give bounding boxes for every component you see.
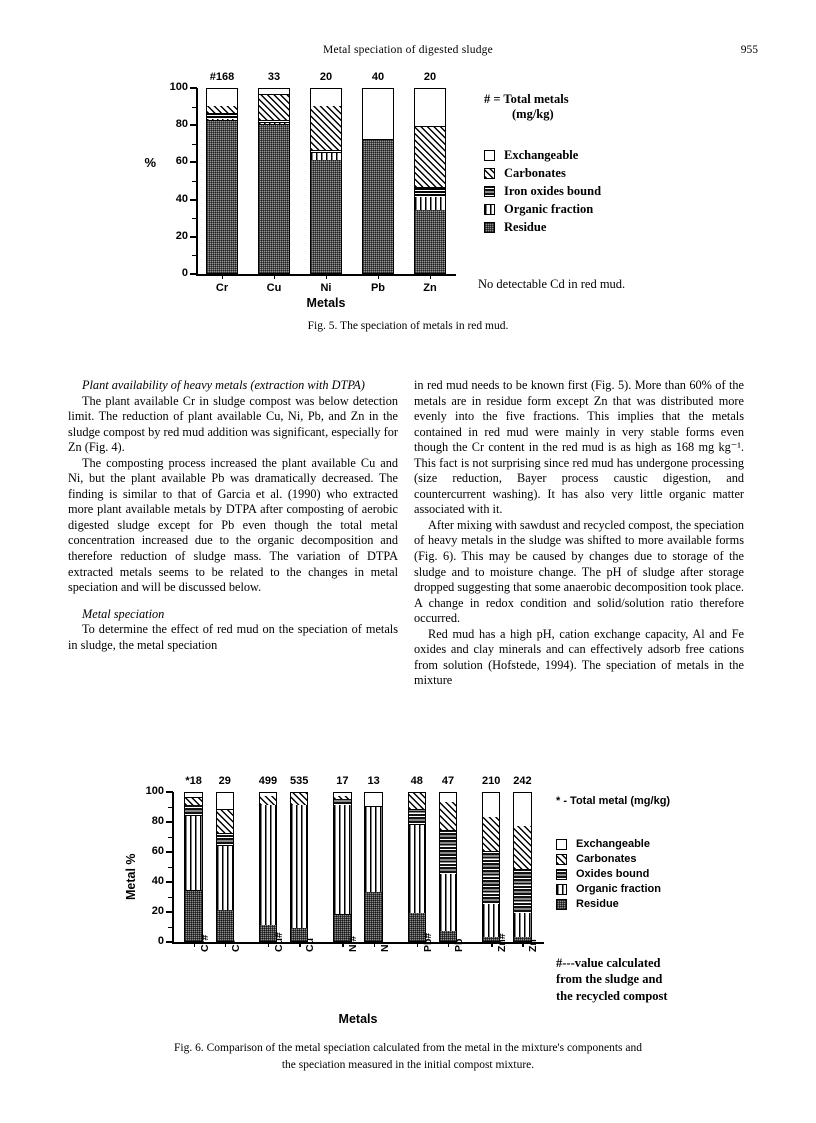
y-tick-label: 80	[151, 815, 164, 827]
y-tick	[166, 911, 173, 913]
fig5-y-axis-title: %	[144, 155, 156, 170]
x-tick-label: Ni#	[347, 935, 360, 952]
bar-segment-organic-fraction	[415, 197, 445, 210]
bar-segment-oxides-bound	[483, 851, 500, 904]
x-tick	[299, 942, 300, 947]
bar-segment-iron-oxides-bound	[415, 187, 445, 196]
legend-swatch-exchangeable-icon	[556, 839, 567, 850]
figure-6-chart	[145, 775, 544, 952]
legend-item-oxides	[484, 184, 601, 199]
bar-segment-organic-fraction	[483, 904, 500, 937]
fig6-x-axis-title: Metals	[338, 1012, 378, 1026]
x-tick-label: Zn#	[496, 933, 509, 952]
legend-item-exchangeable	[556, 838, 661, 850]
y-tick-label: 20	[175, 229, 188, 242]
bar-segment-carbonates	[311, 106, 341, 151]
legend-label: Residue	[504, 220, 547, 234]
bar-segment-iron-oxides-bound	[207, 113, 237, 119]
legend-label: Carbonates	[576, 853, 637, 865]
figure-5-chart	[169, 71, 456, 294]
body-paragraph: in red mud needs to be known first (Fig. 5). More than 60% of the metals are in residue form except Zn that was distributed more evenly into the five fractions. This implies that the metals contained in red mud were mainly in very stable forms even though the Cr content in the red mud is as high as 168 mg kg⁻¹. This fact is not surprising since red mud has undergone processing (size reduction, Bayer process caustic digestion, and countercurrent washing). It has also very little organic matter associated with it.	[414, 378, 744, 517]
x-tick-label: Cr#	[198, 934, 211, 952]
legend-label: Iron oxides bound	[504, 184, 602, 198]
bar-segment-residue	[311, 160, 341, 273]
x-tick	[374, 942, 375, 947]
legend-item-organic	[556, 883, 661, 895]
bar-total-label: 33	[267, 71, 281, 83]
y-tick	[166, 851, 173, 853]
bar-segment-organic-fraction	[311, 152, 341, 159]
body-paragraph: To determine the effect of red mud on the speciation of metals in sludge, the metal speciation	[68, 622, 398, 652]
legend-item-residue	[556, 898, 661, 910]
spacer	[68, 596, 398, 607]
y-tick-label: 40	[175, 192, 188, 205]
bar-total-label: 40	[371, 71, 385, 83]
bar-segment-carbonates	[483, 817, 500, 852]
x-tick	[326, 274, 327, 279]
legend-swatch-oxides-icon	[484, 186, 495, 197]
bar-segment-residue	[363, 139, 393, 273]
x-tick	[448, 942, 449, 947]
x-tick	[522, 942, 523, 947]
bar-total-label: 29	[218, 775, 231, 787]
bar-total-label: 13	[367, 775, 380, 787]
bar-segment-organic-fraction	[185, 815, 202, 890]
fig6-note-line2: from the sludge and	[556, 972, 663, 987]
x-tick	[274, 274, 275, 279]
x-tick-label: Cu#	[273, 932, 285, 952]
stacked-bar	[439, 792, 458, 942]
x-tick-label: Cu	[304, 938, 317, 952]
fig5-legend	[484, 148, 601, 238]
stacked-bar	[259, 792, 278, 942]
stacked-bar	[290, 792, 309, 942]
x-tick	[225, 942, 226, 947]
stacked-bar	[364, 792, 383, 942]
legend-swatch-carbonates-icon	[484, 168, 495, 179]
stacked-bar	[216, 792, 235, 942]
y-tick	[166, 791, 173, 793]
bar-total-label: 47	[441, 775, 455, 787]
y-tick	[190, 273, 197, 275]
section-heading: Metal speciation	[82, 606, 165, 621]
y-tick-label: 40	[151, 875, 164, 887]
bar-segment-exchangeable	[440, 792, 457, 802]
bar-segment-carbonates	[415, 126, 445, 187]
bar-segment-organic-fraction	[365, 806, 382, 892]
y-tick-label: 0	[157, 935, 164, 947]
legend-label: Residue	[576, 898, 619, 910]
bar-segment-oxides-bound	[185, 805, 202, 816]
body-paragraph: The plant available Cr in sludge compost was below detection limit. The reduction of plant available Cu, Ni, Pb, and Zn in the sludge compost by red mud addition was significant, especially for Zn (Fig. 4).	[68, 393, 398, 455]
bar-segment-oxides-bound	[409, 809, 426, 824]
bar-segment-carbonates	[409, 792, 426, 809]
bar-segment-oxides-bound	[440, 830, 457, 874]
bar-segment-carbonates	[260, 796, 277, 805]
bar-segment-exchangeable	[334, 792, 351, 796]
stacked-bar	[513, 792, 532, 942]
fig6-note-line3: the recycled compost	[556, 988, 668, 1003]
stacked-bar	[258, 88, 290, 274]
fig6-caption	[78, 1040, 738, 1073]
x-tick-label: Ni	[378, 941, 391, 952]
y-tick	[190, 161, 197, 163]
x-tick-label: Cu	[266, 282, 282, 294]
fig5-legend-title-line2: (mg/kg)	[512, 107, 554, 121]
bar-total-label: 210	[482, 775, 501, 787]
bar-segment-organic-fraction	[260, 805, 277, 925]
stacked-bar	[333, 792, 352, 942]
x-tick-label: Zn	[423, 282, 437, 294]
bar-segment-organic-fraction	[409, 824, 426, 913]
bar-segment-exchangeable	[311, 88, 341, 106]
stacked-bar	[408, 792, 427, 942]
legend-swatch-exchangeable-icon	[484, 150, 495, 161]
bar-segment-oxides-bound	[217, 833, 234, 845]
legend-item-organic	[484, 202, 601, 217]
bar-total-label: 535	[290, 775, 309, 787]
bar-segment-residue	[259, 124, 289, 273]
bar-segment-organic-fraction	[440, 874, 457, 931]
fig5-note: No detectable Cd in red mud.	[478, 277, 626, 291]
y-tick-minor	[168, 837, 173, 838]
bar-segment-residue	[207, 120, 237, 273]
x-tick-label: Ni	[320, 282, 332, 294]
y-tick	[166, 941, 173, 943]
legend-label: Exchangeable	[504, 148, 579, 162]
legend-label: Carbonates	[504, 166, 566, 180]
legend-item-carbonates	[484, 166, 601, 181]
bar-total-label: #168	[209, 71, 235, 83]
body-paragraph: Red mud has a high pH, cation exchange capacity, Al and Fe oxides and clay minerals and can effectively adsorb free cations from solution (Hofstede, 1994). The speciation of metals in the mixture	[414, 626, 744, 688]
running-head: Metal speciation of digested sludge	[323, 44, 493, 56]
stacked-bar	[362, 88, 394, 274]
y-tick-label: 100	[145, 785, 164, 797]
legend-swatch-organic-icon	[484, 204, 495, 215]
bar-segment-exchangeable	[363, 88, 393, 139]
legend-item-carbonates	[556, 853, 661, 865]
legend-item-residue	[484, 220, 601, 235]
y-tick-minor	[168, 807, 173, 808]
bar-total-label: 20	[319, 71, 333, 83]
y-tick	[190, 87, 197, 89]
y-tick-minor	[192, 218, 197, 219]
fig5-x-axis-title: Metals	[306, 296, 346, 310]
legend-label: Organic fraction	[576, 883, 661, 895]
y-tick-label: 100	[169, 81, 188, 93]
y-tick-minor	[192, 107, 197, 108]
y-tick-label: 0	[181, 267, 188, 279]
y-tick	[190, 236, 197, 238]
x-tick	[491, 942, 492, 947]
fig6-legend-title-text: * - Total metal (mg/kg)	[556, 795, 671, 807]
fig5-caption: Fig. 5. The speciation of metals in red mud.	[307, 320, 509, 332]
y-tick-label: 60	[151, 845, 164, 857]
bar-segment-exchangeable	[185, 792, 202, 797]
x-tick	[342, 942, 343, 947]
y-tick-minor	[168, 927, 173, 928]
body-paragraph: The composting process increased the plant available Cu and Ni, but the plant available Pb was dramatically decreased. The finding is similar to that of Garcia et al. (1990) who extracted more plant available metals by DTPA after composting of aerobic digested sludge except for Pb even though the total metal concentration increased due to the organic decomposition and therefore reduction of sludge mass. The variation of DTPA extracted metals seems to be related to the changes in metal speciation and will be discussed below.	[68, 455, 398, 595]
bar-segment-exchangeable	[514, 792, 531, 826]
bar-segment-carbonates	[185, 797, 202, 805]
fig6-caption-line1: Fig. 6. Comparison of the metal speciation calculated from the metal in the mixture's components and	[173, 1042, 643, 1054]
stacked-bar	[206, 88, 238, 274]
stacked-bar	[414, 88, 446, 274]
stacked-bar	[184, 792, 203, 942]
bar-segment-residue	[217, 910, 234, 942]
y-tick-label: 60	[175, 155, 188, 168]
bar-total-label: 242	[513, 775, 532, 787]
y-tick	[190, 124, 197, 126]
body-right-column	[414, 378, 744, 689]
y-tick-minor	[168, 897, 173, 898]
bar-total-label: 17	[336, 775, 349, 787]
legend-swatch-residue-icon	[484, 222, 495, 233]
bar-segment-residue	[365, 892, 382, 942]
bar-total-label: 48	[410, 775, 423, 787]
x-tick	[222, 274, 223, 279]
legend-label: Exchangeable	[576, 838, 650, 850]
legend-swatch-oxides-icon	[556, 869, 567, 880]
legend-swatch-residue-icon	[556, 899, 567, 910]
bar-segment-organic-fraction	[217, 845, 234, 910]
bar-segment-exchangeable	[365, 792, 382, 806]
fig6-note	[556, 955, 668, 1004]
section-heading: Plant availability of heavy metals (extraction with DTPA)	[82, 378, 365, 392]
x-tick	[430, 274, 431, 279]
legend-label: Organic fraction	[504, 202, 594, 216]
legend-label: Oxides bound	[576, 868, 650, 880]
bar-total-label: 499	[258, 775, 278, 787]
y-tick	[166, 821, 173, 823]
x-tick-label: Pb#	[421, 932, 434, 952]
stacked-bar	[310, 88, 342, 274]
bar-total-label: 20	[423, 71, 437, 83]
page-number: 955	[740, 44, 758, 56]
bar-segment-carbonates	[207, 106, 237, 113]
y-tick-minor	[192, 255, 197, 256]
bar-total-label: *18	[185, 775, 202, 787]
bar-segment-organic-fraction	[334, 805, 351, 915]
bar-segment-organic-fraction	[514, 913, 531, 937]
bar-segment-exchangeable	[217, 792, 234, 809]
bar-segment-exchangeable	[207, 88, 237, 106]
bar-segment-carbonates	[259, 94, 289, 120]
bar-segment-exchangeable	[483, 792, 500, 817]
legend-swatch-carbonates-icon	[556, 854, 567, 865]
legend-item-exchangeable	[484, 148, 601, 163]
fig5-legend-title	[484, 92, 569, 122]
y-tick-minor	[192, 144, 197, 145]
x-tick-label: Zn	[527, 939, 540, 952]
fig6-caption-line2: the speciation measured in the initial compost mixture.	[281, 1058, 535, 1071]
fig6-legend-title	[556, 795, 670, 807]
bar-segment-carbonates	[514, 826, 531, 870]
bar-segment-exchangeable	[415, 88, 445, 126]
stacked-bar	[482, 792, 501, 942]
bar-segment-residue	[415, 210, 445, 273]
x-tick	[194, 942, 195, 947]
body-paragraph: After mixing with sawdust and recycled compost, the speciation of heavy metals in the sludge was shifted to more available forms (Fig. 6). This may be caused by changes due to storage of the sludge and to moisture change. The pH of sludge after storage dropped suggesting that some anaerobic decomposition took place. A change in redox condition and solid/solution ratio therefore occurred.	[414, 517, 744, 626]
bar-segment-organic-fraction	[291, 805, 308, 928]
legend-swatch-organic-icon	[556, 884, 567, 895]
bar-segment-exchangeable	[259, 88, 289, 94]
x-tick-label: Pb	[453, 938, 465, 952]
y-tick-minor	[192, 181, 197, 182]
bar-segment-exchangeable	[260, 792, 277, 796]
x-tick	[378, 274, 379, 279]
x-tick-label: Pb	[370, 282, 386, 294]
x-tick-label: Cr	[229, 940, 242, 952]
bar-segment-carbonates	[217, 809, 234, 833]
y-tick-minor	[168, 867, 173, 868]
body-left-column	[68, 378, 398, 653]
y-tick	[190, 199, 197, 201]
y-tick-label: 80	[175, 118, 188, 131]
fig6-legend	[556, 838, 661, 913]
x-tick	[417, 942, 418, 947]
fig6-note-line1: #---value calculated	[556, 956, 661, 970]
bar-segment-oxides-bound	[334, 799, 351, 805]
bar-segment-carbonates	[440, 802, 457, 831]
legend-item-oxides	[556, 868, 661, 880]
bar-segment-carbonates	[291, 792, 308, 805]
fig6-y-axis-title: Metal %	[124, 853, 138, 900]
bar-segment-oxides-bound	[514, 869, 531, 913]
x-tick	[268, 942, 269, 947]
y-tick-label: 20	[151, 905, 164, 917]
x-tick-label: Cr	[215, 282, 229, 294]
fig5-legend-title-line1: # = Total metals	[484, 92, 569, 106]
y-tick	[166, 881, 173, 883]
